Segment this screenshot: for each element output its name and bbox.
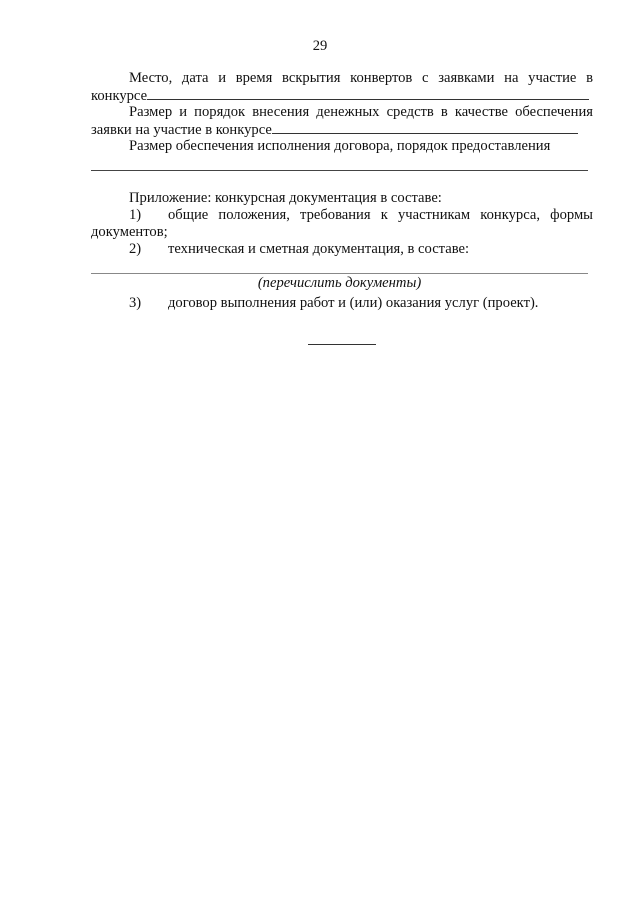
deposit-fill-line xyxy=(272,121,578,134)
contract-security-line-1: Размер обеспечения исполнения договора, порядок предоставления xyxy=(129,138,551,154)
documents-list-fill-line xyxy=(91,273,588,274)
appendix-heading: Приложение: конкурсная документация в составе: xyxy=(129,190,442,206)
opening-line-2 xyxy=(91,87,593,105)
opening-line-1: Место, дата и время вскрытия конвертов с заявками на участие в xyxy=(129,70,593,86)
appendix-item-1-number: 1) xyxy=(129,207,142,223)
appendix-item-1-text-line-2: документов; xyxy=(91,224,168,240)
contract-security-paragraph xyxy=(91,138,593,155)
appendix-item-2-text: техническая и сметная документация, в составе: xyxy=(168,241,470,257)
appendix-item-3-text: договор выполнения работ и (или) оказания услуг (проект). xyxy=(168,295,539,311)
deposit-line-2 xyxy=(91,121,593,139)
deposit-paragraph xyxy=(91,104,593,121)
deposit-line-2-prefix: заявки на участие в конкурсе xyxy=(91,122,272,138)
appendix-item-2 xyxy=(91,241,593,258)
appendix-item-1-text: общие положения, требования к участникам конкурса, формы xyxy=(168,207,593,223)
deposit-line-1: Размер и порядок внесения денежных средств в качестве обеспечения xyxy=(129,104,593,120)
opening-fill-line xyxy=(147,87,589,100)
appendix-heading-block xyxy=(91,190,593,207)
appendix-item-1 xyxy=(91,207,593,224)
contract-security-fill-line xyxy=(91,170,588,171)
appendix-item-1-continuation xyxy=(91,224,593,241)
appendix-item-3-number: 3) xyxy=(129,295,142,311)
appendix-item-3 xyxy=(91,295,593,312)
opening-paragraph xyxy=(91,70,593,87)
documents-list-caption: (перечислить документы) xyxy=(257,275,422,291)
page-number: 29 xyxy=(312,38,328,54)
opening-line-2-prefix: конкурсе xyxy=(91,88,148,104)
appendix-item-2-number: 2) xyxy=(129,241,142,257)
end-separator-line xyxy=(308,344,376,345)
